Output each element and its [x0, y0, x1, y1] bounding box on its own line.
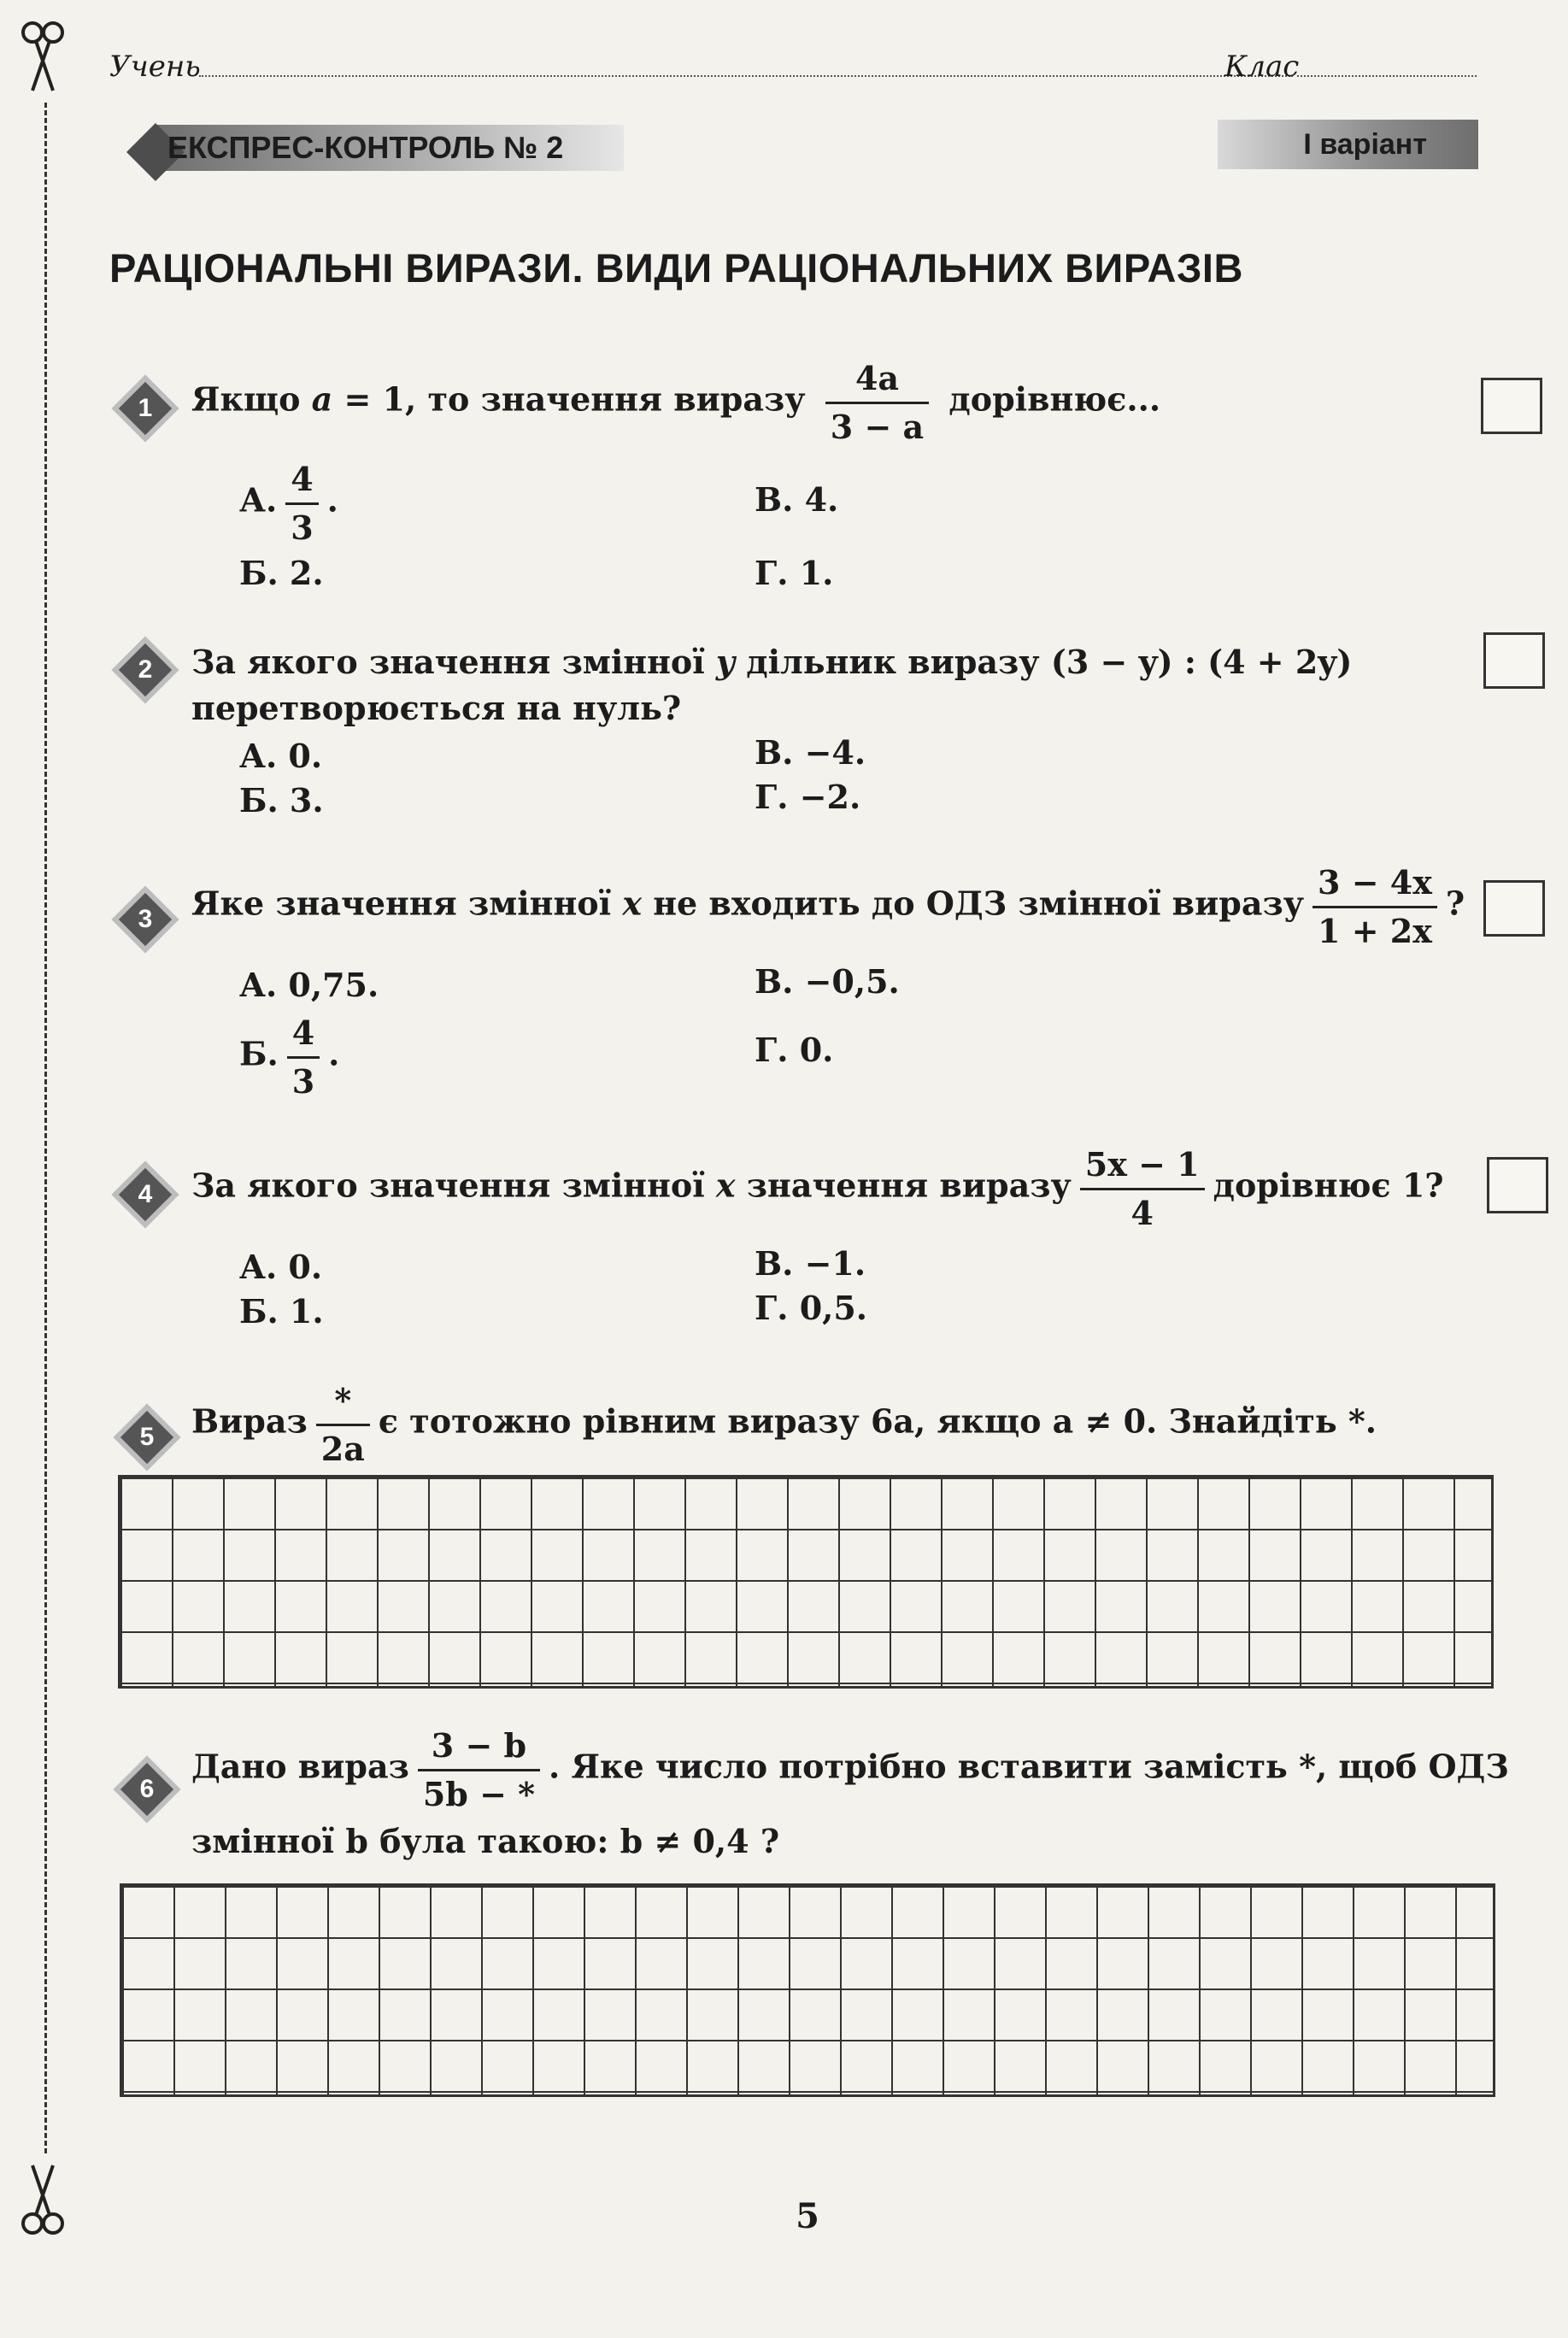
answer-box-4[interactable] — [1487, 1157, 1548, 1213]
question-number-badge: 2 — [119, 643, 172, 696]
option-v[interactable]: В. −0,5. — [755, 962, 900, 1001]
cut-line — [44, 103, 47, 2153]
question-text: Дано вираз $\frac{3 - b}{5b - *}$ . Яке число потрібно вставити замість *, щоб ОДЗ — [191, 1726, 1509, 1813]
option-b[interactable]: Б. $\frac{4}{3}$ . — [239, 1013, 340, 1101]
question-text: Вираз $\frac{*}{2a}$ є тотожно рівним виразу 6a, якщо a ≠ 0. Знайдіть *. — [191, 1381, 1377, 1468]
question-text: Яке значення змінної x не входить до ОДЗ змінної виразу $\frac{3 - 4x}{1 + 2x}$ ? — [191, 863, 1465, 950]
option-b[interactable]: Б. 1. — [239, 1292, 324, 1331]
question-number-badge: 1 — [119, 382, 172, 435]
page-number: 5 — [796, 2196, 819, 2236]
option-v[interactable]: В. −1. — [755, 1244, 866, 1283]
option-v[interactable]: В. −4. — [755, 733, 866, 772]
question-number-badge: 4 — [119, 1168, 172, 1221]
option-g[interactable]: Г. 0,5. — [755, 1289, 868, 1327]
answer-grid-6[interactable] — [120, 1883, 1495, 2097]
option-g[interactable]: Г. −2. — [755, 778, 861, 816]
option-a[interactable]: А. 0. — [239, 737, 323, 775]
question-2 — [109, 643, 1511, 819]
question-text-line2: перетворюється на нуль? — [191, 689, 682, 727]
question-text: За якого значення змінної y дільник виразу (3 − y) : (4 + 2y) — [191, 643, 1353, 681]
fraction: $\frac{4a}{3 - a}$ — [825, 359, 929, 446]
option-g[interactable]: Г. 1. — [755, 554, 834, 592]
scissors-icon — [17, 2162, 68, 2239]
question-number-badge: 6 — [120, 1763, 173, 1816]
question-text-line2: змінної b була такою: b ≠ 0,4 ? — [191, 1822, 780, 1860]
question-4 — [109, 1145, 1511, 1333]
question-5 — [109, 1381, 1511, 1483]
banner-title: ЕКСПРЕС-КОНТРОЛЬ № 2 — [167, 130, 564, 165]
option-g[interactable]: Г. 0. — [755, 1031, 834, 1069]
question-1 — [109, 359, 1511, 607]
option-a[interactable]: А. 0. — [239, 1248, 323, 1286]
option-b[interactable]: Б. 2. — [239, 554, 324, 592]
banner — [94, 120, 624, 185]
question-3 — [109, 863, 1511, 1102]
variant-badge: І варіант — [1218, 120, 1478, 169]
fraction: $\frac{5x - 1}{4}$ — [1080, 1145, 1205, 1232]
answer-grid-5[interactable] — [118, 1475, 1494, 1689]
option-a[interactable]: А. 0,75. — [239, 966, 379, 1004]
answer-box-2[interactable] — [1483, 632, 1545, 689]
answer-box-1[interactable] — [1481, 378, 1542, 434]
question-number-badge: 3 — [119, 893, 172, 946]
question-text: За якого значення змінної x значення виразу $\frac{5x - 1}{4}$ дорівнює 1? — [191, 1145, 1444, 1232]
class-label: Клас — [1224, 50, 1300, 84]
option-b[interactable]: Б. 3. — [239, 781, 324, 819]
fraction: $\frac{3 - b}{5b - *}$ — [418, 1726, 540, 1813]
fraction: $\frac{3 - 4x}{1 + 2x}$ — [1313, 863, 1437, 950]
fraction: $\frac{*}{2a}$ — [316, 1381, 370, 1468]
question-text: Якщо a = 1, то значення виразу $\frac{4a}{3 - a}$ дорівнює... — [191, 359, 1161, 446]
page-title: РАЦІОНАЛЬНІ ВИРАЗИ. ВИДИ РАЦІОНАЛЬНИХ ВИРАЗІВ — [109, 245, 1243, 291]
option-v[interactable]: В. 4. — [755, 480, 839, 519]
header-row — [109, 50, 1477, 101]
scissors-icon — [17, 17, 68, 94]
option-a[interactable]: А. $\frac{4}{3}$ . — [239, 460, 338, 547]
class-field[interactable] — [1297, 75, 1477, 77]
answer-box-3[interactable] — [1483, 880, 1545, 937]
student-name-field[interactable] — [199, 75, 1293, 77]
student-label: Учень — [109, 50, 201, 84]
question-number-badge: 5 — [120, 1411, 173, 1464]
question-6 — [109, 1726, 1511, 1897]
